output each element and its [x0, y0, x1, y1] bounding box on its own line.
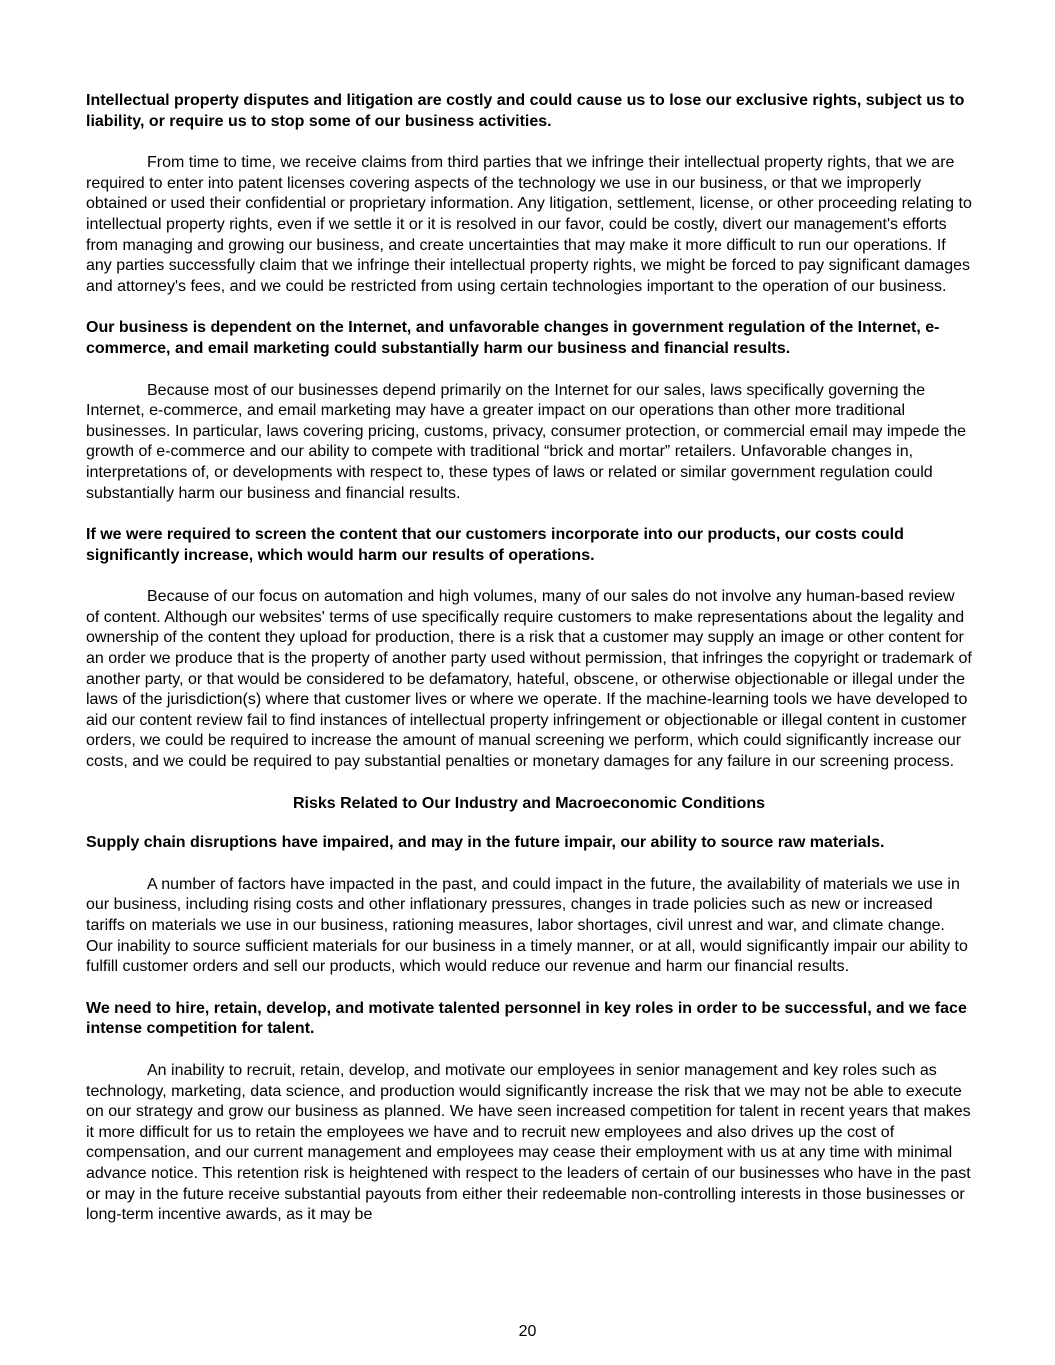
paragraph-talent: An inability to recruit, retain, develop, and motivate our employees in senior management and key roles such as technology, marketing, data science, and production would significantly increase the risk that we may not be able to execute on our strategy and grow our business as planned. We have seen increased competition for talent in recent years that makes it more difficult for us to retain the employees we have and to recruit new employees and also drives up the cost of compensation, and our current management and employees may cease their employment with us at any time with minimal advance notice. This retention risk is heightened with respect to the leaders of certain of our businesses who have in the past or may in the future receive substantial payouts from either their redeemable non-controlling interests in those businesses or long-term incentive awards, as it may be [86, 1061, 971, 1224]
document-body [86, 91, 972, 1247]
paragraph-supply-chain: A number of factors have impacted in the past, and could impact in the future, the availability of materials we use in our business, including rising costs and other inflationary pressures, changes in trade policies such as new or increased tariffs on materials we use in our business, rationing measures, labor shortages, civil unrest and war, and climate change. Our inability to source sufficient materials for our business in a timely manner, or at all, would significantly impair our ability to fulfill customer orders and sell our products, which would reduce our revenue and harm our financial results. [86, 875, 968, 976]
paragraph-ip-disputes: From time to time, we receive claims from third parties that we infringe their intellectual property rights, that we are required to enter into patent licenses covering aspects of the technology we use in our business, or that we improperly obtained or used their confidential or proprietary information. Any litigation, settlement, license, or other proceeding relating to intellectual property rights, even if we settle it or it is resolved in our favor, could be costly, divert our management's efforts from managing and growing our business, and create uncertainties that may make it more difficult to run our operations. If any parties successfully claim that we infringe their intellectual property rights, we might be forced to pay significant damages and attorney's fees, and we could be restricted from using certain technologies important to the operation of our business. [86, 154, 972, 295]
risk-heading-internet-regulation: Our business is dependent on the Internet, and unfavorable changes in government regulation of the Internet, e-commerce, and email marketing could substantially harm our business and financial results. [86, 319, 940, 357]
risk-heading-ip-disputes: Intellectual property disputes and litigation are costly and could cause us to lose our exclusive rights, subject us to liability, or require us to stop some of our business activities. [86, 92, 965, 130]
risk-heading-talent: We need to hire, retain, develop, and motivate talented personnel in key roles in order to be successful, and we face intense competition for talent. [86, 999, 967, 1038]
page-number: 20 [518, 1323, 537, 1340]
risk-heading-supply-chain: Supply chain disruptions have impaired, and may in the future impair, our ability to source raw materials. [86, 834, 885, 852]
risk-heading-content-screening: If we were required to screen the content that our customers incorporate into our products, our costs could significantly increase, which would harm our results of operations. [86, 526, 904, 564]
paragraph-content-screening: Because of our focus on automation and high volumes, many of our sales do not involve any human-based review of content. Although our websites' terms of use specifically require customers to make representations about the legality and ownership of the content they upload for production, there is a risk that a customer may supply an image or other content for an order we produce that is the property of another party used without permission, that infringes the copyright or trademark of another party, or that would be considered to be defamatory, hateful, obscene, or otherwise objectionable or illegal under the laws of the jurisdiction(s) where that customer lives or where we operate. If the machine-learning tools we have developed to aid our content review fail to find instances of intellectual property infringement or objectionable or illegal content in customer orders, we could be required to increase the amount of manual screening we perform, which could significantly increase our costs, and we could be required to pay substantial penalties or monetary damages for any failure in our screening process. [86, 588, 972, 771]
paragraph-internet-regulation: Because most of our businesses depend primarily on the Internet for our sales, laws specifically governing the Internet, e-commerce, and email marketing may have a greater impact on our operations than other more traditional businesses. In particular, laws covering pricing, customs, privacy, consumer protection, or commercial email may impede the growth of e-commerce and our ability to compete with traditional “brick and mortar” retailers. Unfavorable changes in, interpretations of, or developments with respect to, these types of laws or related or similar government regulation could substantially harm our business and financial results. [86, 381, 967, 502]
section-title-industry-risks: Risks Related to Our Industry and Macroeconomic Conditions [292, 794, 766, 812]
